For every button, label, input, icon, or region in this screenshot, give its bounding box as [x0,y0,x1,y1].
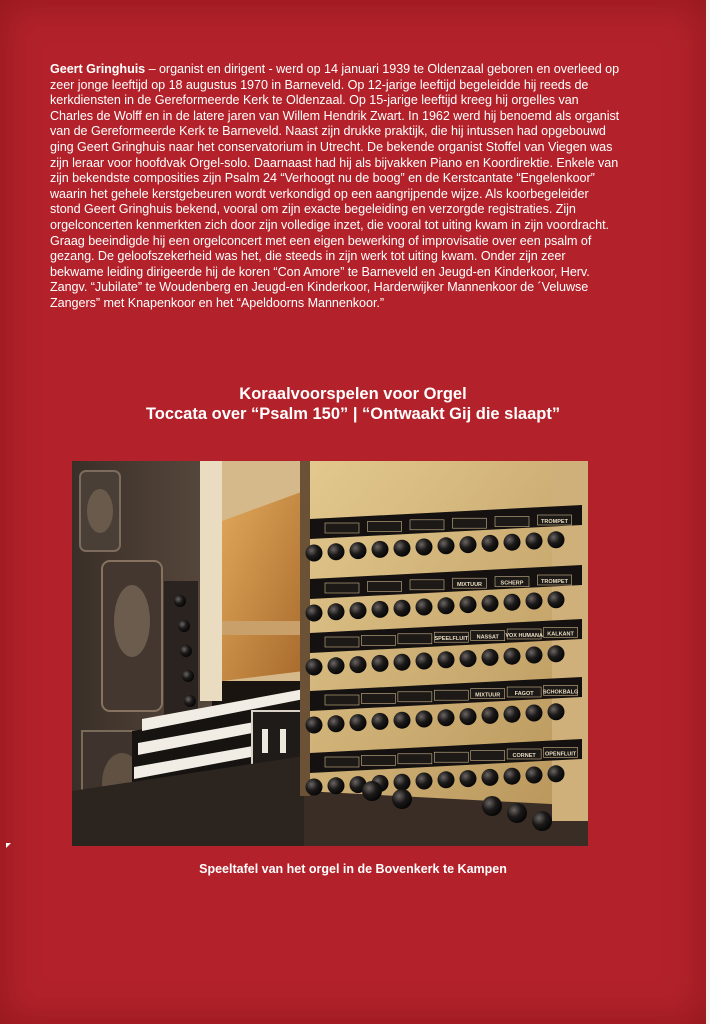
stop-label-plate [325,523,359,533]
stop-knob [362,781,382,801]
stop-knob [394,712,411,729]
stop-knob [504,534,521,551]
stop-label-plate [325,637,359,647]
stop-knob [372,655,389,672]
stop-label-plate [361,635,395,645]
stop-label-plate [368,581,402,591]
composer-name: Geert Gringhuis [50,62,146,76]
stop-label-text: FAGOT [514,691,534,697]
stop-knob [526,533,543,550]
stop-knob [416,539,433,556]
stop-label-plate [368,521,402,531]
stop-label-text: VOX HUMANA [505,633,543,639]
stop-knob [416,599,433,616]
stop-knob [526,647,543,664]
photo-caption: Speeltafel van het orgel in de Bovenkerk te Kampen [199,862,507,876]
stop-knob [548,591,565,608]
stop-knob [372,601,389,618]
stop-knob [548,703,565,720]
stop-knob [482,769,499,786]
stop-label-plate [361,693,395,703]
stop-label-text: OPENFLUIT [544,751,577,758]
organ-console-photo [72,461,588,846]
stop-knob [394,774,411,791]
stop-knob [306,779,323,796]
stop-label-plate [434,752,468,762]
left-stop-knobs [164,581,198,731]
stop-knob [482,595,499,612]
stop-label-plate [434,690,468,700]
biography-paragraph [50,62,620,312]
stop-label-text: NASSAT [476,634,499,641]
stop-knob [438,537,455,554]
stop-label-text: SCHOKBALG [542,689,579,696]
stop-label-plate [453,518,487,528]
stop-knob [548,531,565,548]
stop-knob [526,767,543,784]
stop-knob [460,536,477,553]
stop-knob [306,717,323,734]
stop-knob [328,715,345,732]
stop-knob [460,650,477,667]
stop-knob [504,648,521,665]
stop-knob [526,705,543,722]
stop-knob [372,713,389,730]
stop-knob [482,796,502,816]
stop-label-text: CORNET [512,753,536,759]
biography-text: – organist en dirigent - werd op 14 januari 1939 te Oldenzaal geboren en overleed op zeer jonge leeftijd op 18 augustus 1970 in Barneveld. Op 12-jarige leeftijd begeleidde hij reeds de kerkdiensten in de Gereformeerde Kerk te Oldenzaal. Op 15-jarige leeftijd kreeg hij orgelles van Charles de Wolff en in de latere jaren van Willem Hendrik Zwart. In 1962 werd hij benoemd als organist van de Gereformeerde Kerk te Barneveld. Naast zijn drukke praktijk, die hij intussen had opgebouwd ging Geert Gringhuis naar het conservatorium in Utrecht. De bekende organist Stoffel van Viegen was zijn leraar voor hoofdvak Orgel-solo. Daarnaast had hij als bijvakken Piano en Koordirektie. Enkele van zijn bekendste composities zijn Psalm 24 “Verhoogt nu de boog” en de Kerstcantate “Engelenkoor” waarin het gehele kerstgebeuren wordt verkondigd op een aangrijpende wijze. Als koorbegeleider stond Geert Gringhuis bekend, vooral om zijn exacte begeleiding en verzorgde registraties. Zijn orgelconcerten kenmerkten zich door zijn volledige inzet, die vooral tot uiting kwam in zijn voordracht. Graag beeindigde hij een orgelconcert met een eigen bewerking of improvisatie over een psalm of gezang. De geloofszekerheid was het, die steeds in zijn werk tot uiting kwam. Onder zijn zeer bekwame leiding dirigeerde hij de koren “Con Amore” te Barneveld en Jeugd-en Kinderkoor, Herv. Zangv. “Jubilate” te Woudenberg en Jeugd-en Kinderkoor, Harderwijker Mannenkoor de ´Veluwse Zangers” met Knapenkoor en het “Apeldoorns Mannenkoor.” [50,62,620,310]
stop-label-text: KALKANT [547,631,574,638]
stop-label-plate [398,692,432,702]
stop-knob [394,540,411,557]
stop-knob [328,777,345,794]
stop-knob [438,651,455,668]
stop-knob [350,656,367,673]
stop-label-text: SPEELFLUIT [434,636,469,643]
stop-knob [350,542,367,559]
stop-label-text: MIXTUUR [456,582,483,589]
stop-knob [532,811,552,831]
stop-knob [328,543,345,560]
stop-label-text: SCHERP [500,580,524,587]
stop-label-plate [325,757,359,767]
stop-knob [482,535,499,552]
headline-line-1: Koraalvoorspelen voor Orgel [239,385,467,403]
stop-label-plate [471,751,505,761]
stop-label-plate [410,520,444,530]
stop-knob [416,711,433,728]
organ-console-illustration [72,461,588,846]
stop-knob [394,600,411,617]
stop-knob [548,645,565,662]
stop-knob [328,657,345,674]
stop-knob [460,708,477,725]
stop-knob [392,789,412,809]
stop-label-text: TROMPET [541,519,568,525]
stop-knob [460,770,477,787]
stop-knob [306,659,323,676]
stop-label-plate [361,755,395,765]
stop-knob [438,709,455,726]
stop-label-text: TROMPET [541,579,568,585]
stop-label-plate [495,517,529,527]
stop-knob [438,771,455,788]
stop-knob [482,707,499,724]
stop-knob [372,541,389,558]
stop-knob [482,649,499,666]
stop-knob [306,605,323,622]
stop-label-plate [325,583,359,593]
stop-knob [350,714,367,731]
stop-knob [507,803,527,823]
stop-knob [328,603,345,620]
corner-mark [6,843,11,848]
stop-label-plate [410,580,444,590]
stop-knob [548,765,565,782]
scan-edge [706,0,710,1024]
stop-knob [350,602,367,619]
stop-knob [504,594,521,611]
stop-knob [394,654,411,671]
stop-label-plate [398,754,432,764]
stop-knob [504,706,521,723]
stop-label-text: MIXTUUR [475,692,501,699]
stop-label-plate [398,634,432,644]
stop-knob [460,596,477,613]
stop-knob [306,545,323,562]
stop-label-plate [325,695,359,705]
stop-knob [438,597,455,614]
stop-knob [504,768,521,785]
stop-knob [526,593,543,610]
stop-knob [416,653,433,670]
headline-line-2: Toccata over “Psalm 150” | “Ontwaakt Gij die slaapt” [145,405,561,423]
stop-knob [416,773,433,790]
